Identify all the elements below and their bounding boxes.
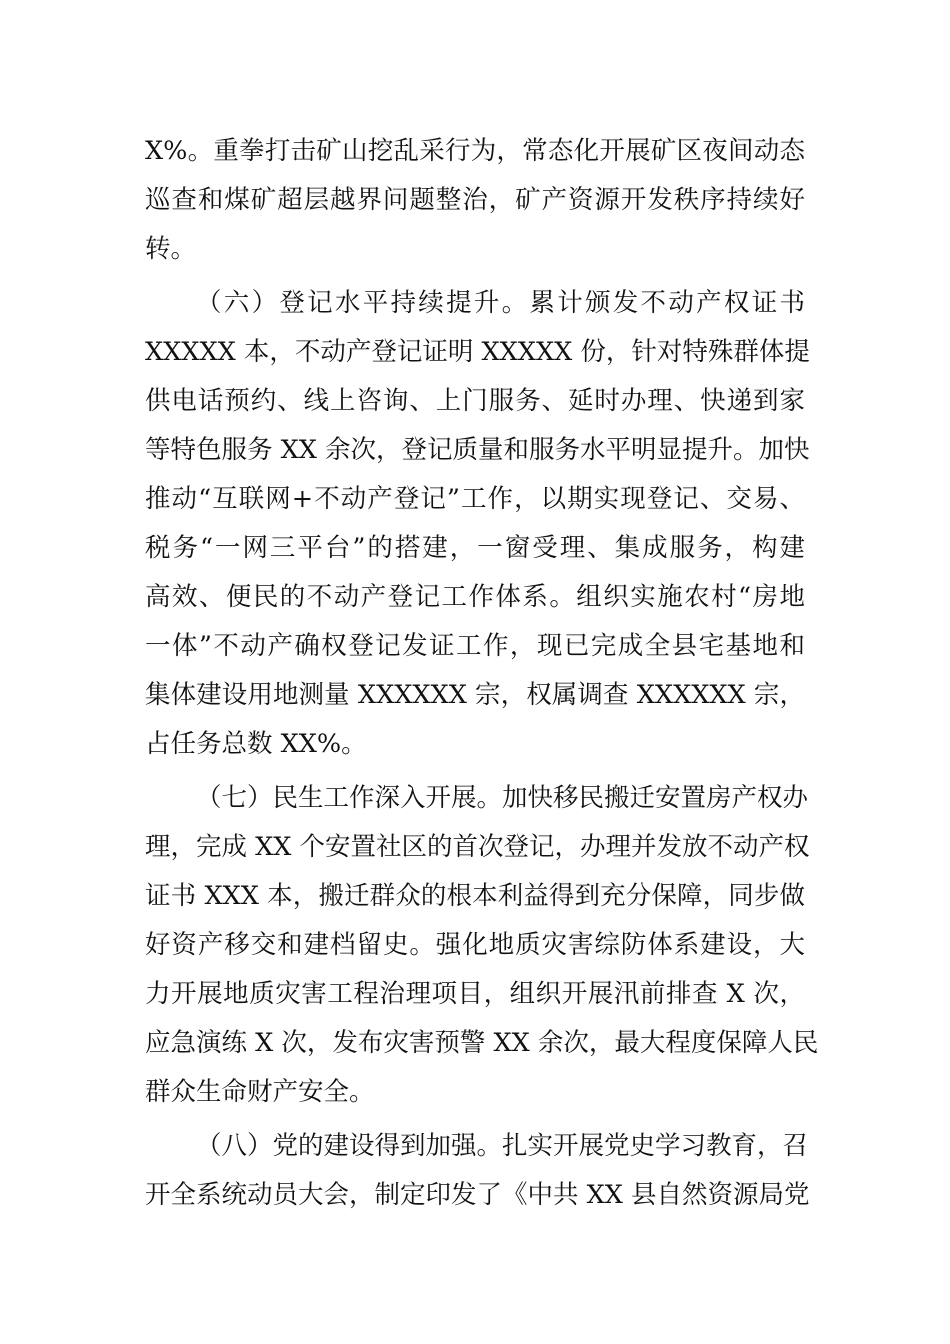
paragraph-line: 理，完成 XX 个安置社区的首次登记，办理并发放不动产权	[145, 832, 810, 862]
paragraph-line: X%。重拳打击矿山挖乱采行为，常态化开展矿区夜间动态	[145, 136, 805, 166]
paragraph-line: 开全系统动员大会，制定印发了《中共 XX 县自然资源局党	[145, 1180, 810, 1210]
paragraph-line: （七）民生工作深入开展。加快移民搬迁安置房产权办	[196, 783, 809, 813]
paragraph-registration	[145, 279, 810, 769]
paragraph-line: 税务“一网三平台”的搭建，一窗受理、集成服务，构建	[145, 533, 805, 563]
paragraph-line: （八）党的建设得到加强。扎实开展党史学习教育，召	[196, 1131, 809, 1161]
paragraph-line: 巡查和煤矿超层越界问题整治，矿产资源开发秩序持续好	[145, 185, 805, 215]
paragraph-livelihood	[145, 774, 819, 1117]
paragraph-line: 转。	[145, 234, 197, 264]
paragraph-party-building	[145, 1122, 810, 1220]
paragraph-line: 推动“互联网+不动产登记”工作，以期实现登记、交易、	[145, 484, 805, 514]
document-body	[145, 127, 819, 1225]
paragraph-line: 证书 XXX 本，搬迁群众的根本利益得到充分保障，同步做	[145, 881, 805, 911]
paragraph-line: 好资产移交和建档留史。强化地质灾害综防体系建设，大	[145, 930, 805, 960]
paragraph-line: 占任务总数 XX%。	[145, 729, 367, 759]
paragraph-line: 群众生命财产安全。	[145, 1077, 375, 1107]
paragraph-line: 力开展地质灾害工程治理项目，组织开展汛前排查 X 次，	[145, 979, 805, 1009]
paragraph-line: XXXXX 本，不动产登记证明 XXXXX 份，针对特殊群体提	[145, 337, 810, 367]
paragraph-continuation	[145, 127, 805, 274]
paragraph-line: 一体”不动产确权登记发证工作，现已完成全县宅基地和	[145, 631, 805, 661]
paragraph-line: 高效、便民的不动产登记工作体系。组织实施农村“房地	[145, 582, 805, 612]
paragraph-line: 集体建设用地测量 XXXXXX 宗，权属调查 XXXXXX 宗，	[145, 680, 805, 710]
paragraph-line: 应急演练 X 次，发布灾害预警 XX 余次，最大程度保障人民	[145, 1028, 819, 1058]
paragraph-line: （六）登记水平持续提升。累计颁发不动产权证书	[196, 288, 805, 318]
paragraph-line: 等特色服务 XX 余次，登记质量和服务水平明显提升。加快	[145, 435, 810, 465]
paragraph-line: 供电话预约、线上咨询、上门服务、延时办理、快递到家	[145, 386, 805, 416]
